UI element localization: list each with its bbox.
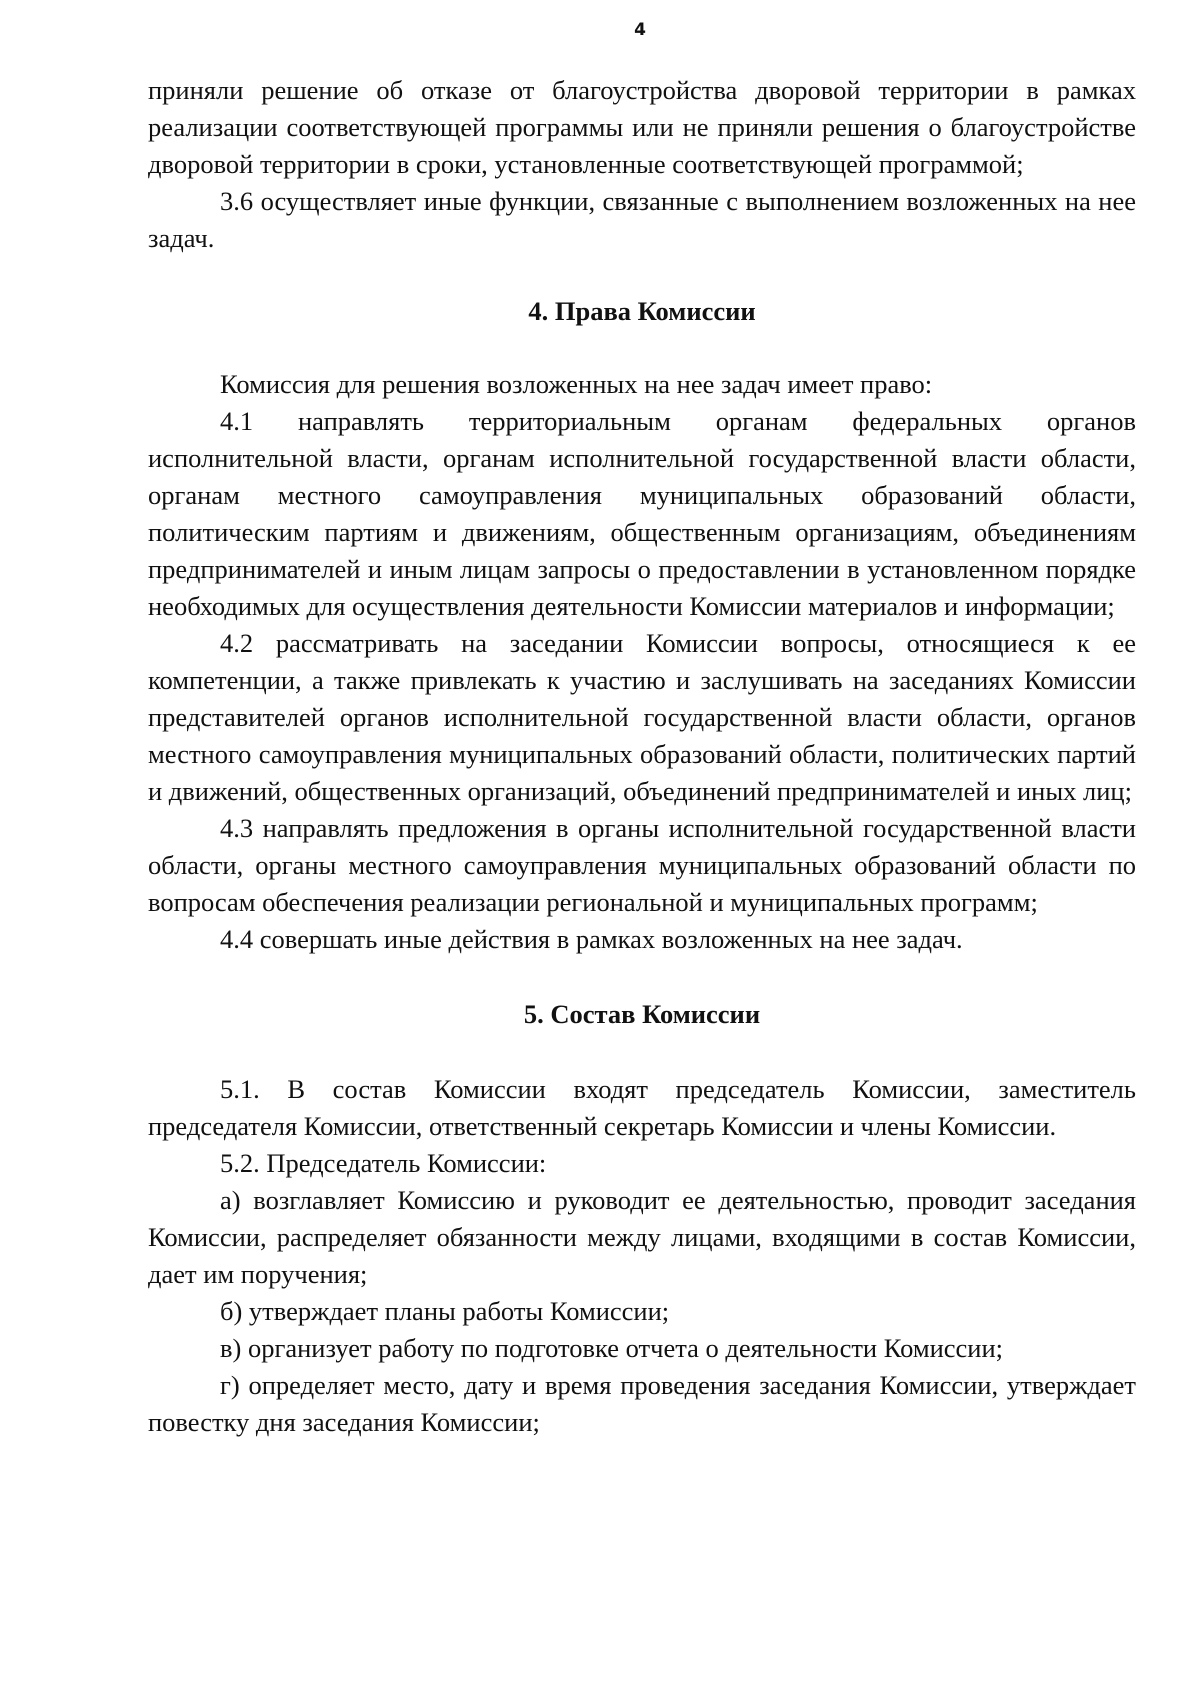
paragraph: г) определяет место, дату и время проведения заседания Комиссии, утверждает повестку дня заседания Комиссии;: [148, 1370, 1136, 1437]
paragraph: б) утверждает планы работы Комиссии;: [220, 1296, 670, 1326]
paragraph: 4.4 совершать иные действия в рамках возложенных на нее задач.: [220, 924, 963, 954]
paragraph: 4.3 направлять предложения в органы исполнительной государственной власти области, органы местного самоуправления муниципальных образований области по вопросам обеспечения реализации региональной и муниципальных программ;: [148, 813, 1136, 917]
section-heading-5: 5. Состав Комиссии: [523, 999, 761, 1029]
paragraph: 5.2. Председатель Комиссии:: [220, 1148, 547, 1178]
paragraph: а) возглавляет Комиссию и руководит ее деятельностью, проводит заседания Комиссии, распределяет обязанности между лицами, входящими в состав Комиссии, дает им поручения;: [148, 1185, 1136, 1289]
paragraph: 5.1. В состав Комиссии входят председатель Комиссии, заместитель председателя Комиссии, ответственный секретарь Комиссии и члены Комиссии.: [148, 1074, 1136, 1141]
paragraph: 3.6 осуществляет иные функции, связанные с выполнением возложенных на нее задач.: [148, 186, 1136, 253]
page-number: 4: [634, 20, 646, 40]
document-body: [148, 72, 1136, 1441]
paragraph: Комиссия для решения возложенных на нее задач имеет право:: [220, 369, 933, 399]
section-heading-4: 4. Права Комиссии: [528, 296, 756, 326]
paragraph: 4.2 рассматривать на заседании Комиссии вопросы, относящиеся к ее компетенции, а также привлекать к участию и заслушивать на заседаниях Комиссии представителей органов исполнительной государственной власти области, органов местного самоуправления муниципальных образований области, политических партий и движений, общественных организаций, объединений предпринимателей и иных лиц;: [148, 628, 1136, 806]
paragraph: 4.1 направлять территориальным органам федеральных органов исполнительной власти, органам исполнительной государственной власти области, органам местного самоуправления муниципальных образований области, политическим партиям и движениям, общественным организациям, объединениям предпринимателей и иным лицам запросы о предоставлении в установленном порядке необходимых для осуществления деятельности Комиссии материалов и информации;: [148, 406, 1136, 621]
paragraph: приняли решение об отказе от благоустройства дворовой территории в рамках реализации соответствующей программы или не приняли решения о благоустройстве дворовой территории в сроки, установленные соответствующей программой;: [148, 75, 1136, 179]
paragraph: в) организует работу по подготовке отчета о деятельности Комиссии;: [220, 1333, 1004, 1363]
